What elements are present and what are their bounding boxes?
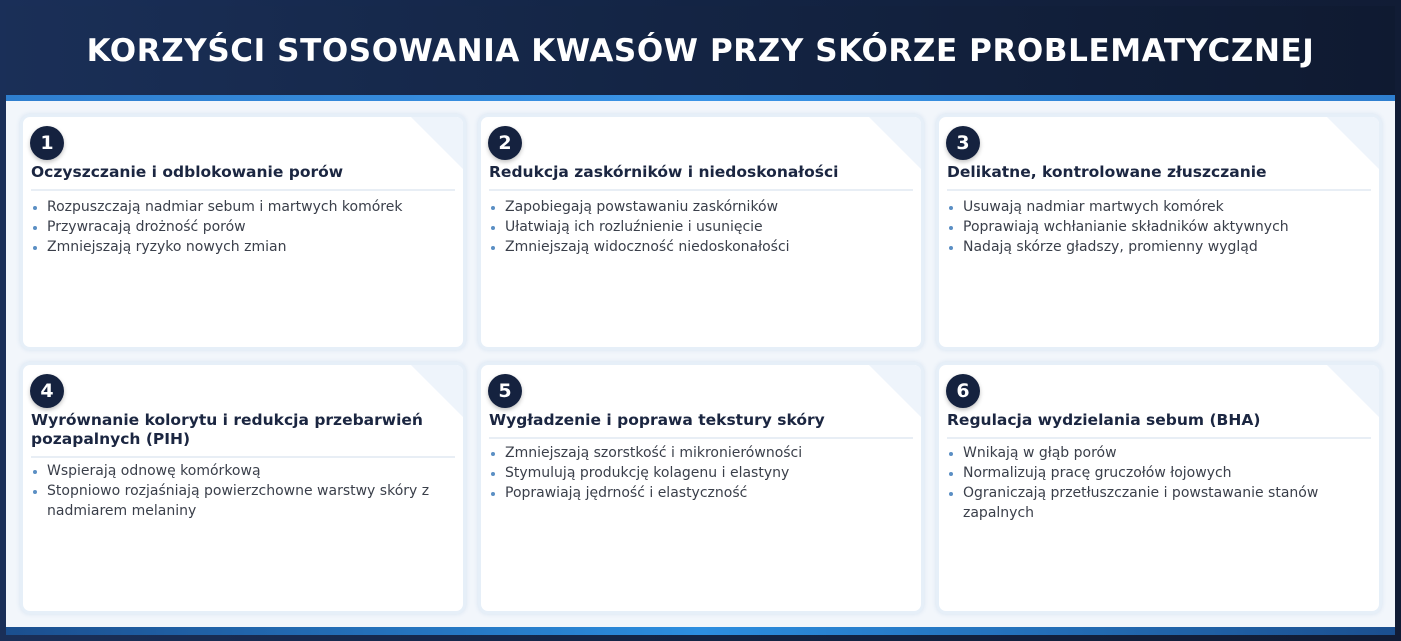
- number-badge: 5: [488, 374, 522, 408]
- benefit-card-3: [936, 114, 1382, 350]
- bullet-item: Zmniejszają ryzyko nowych zmian: [31, 237, 455, 257]
- card-title: Wyrównanie kolorytu i redukcja przebarwień pozapalnych (PIH): [31, 411, 455, 458]
- bullet-item: Stymulują produkcję kolagenu i elastyny: [489, 463, 913, 483]
- bullet-item: Wspierają odnowę komórkową: [31, 461, 455, 481]
- bullet-list: [31, 197, 455, 257]
- bullet-list: [947, 197, 1371, 257]
- bullet-item: Wnikają w głąb porów: [947, 443, 1371, 463]
- benefit-card-5: [478, 362, 924, 614]
- bullet-item: Usuwają nadmiar martwych komórek: [947, 197, 1371, 217]
- bullet-item: Zmniejszają szorstkość i mikronierówności: [489, 443, 913, 463]
- number-badge: 2: [488, 126, 522, 160]
- bullet-item: Poprawiają jędrność i elastyczność: [489, 483, 913, 503]
- page-title: KORZYŚCI STOSOWANIA KWASÓW PRZY SKÓRZE PROBLEMATYCZNEJ: [86, 32, 1315, 69]
- number-badge: 6: [946, 374, 980, 408]
- bullet-item: Przywracają drożność porów: [31, 217, 455, 237]
- bullet-item: Stopniowo rozjaśniają powierzchowne warstwy skóry z nadmiarem melaniny: [31, 481, 455, 521]
- benefit-card-2: [478, 114, 924, 350]
- benefit-card-4: [20, 362, 466, 614]
- bullet-item: Zapobiegają powstawaniu zaskórników: [489, 197, 913, 217]
- bullet-item: Rozpuszczają nadmiar sebum i martwych komórek: [31, 197, 455, 217]
- bullet-item: Poprawiają wchłanianie składników aktywnych: [947, 217, 1371, 237]
- card-title: Oczyszczanie i odblokowanie porów: [31, 163, 455, 191]
- bullet-list: [489, 197, 913, 257]
- bullet-item: Zmniejszają widoczność niedoskonałości: [489, 237, 913, 257]
- bullet-list: [31, 461, 455, 521]
- bullet-list: [947, 443, 1371, 523]
- benefit-card-1: [20, 114, 466, 350]
- header-banner: [6, 6, 1395, 95]
- bullet-list: [489, 443, 913, 503]
- bullet-item: Normalizują pracę gruczołów łojowych: [947, 463, 1371, 483]
- bullet-item: Nadają skórze gładszy, promienny wygląd: [947, 237, 1371, 257]
- card-title: Wygładzenie i poprawa tekstury skóry: [489, 411, 913, 439]
- card-title: Delikatne, kontrolowane złuszczanie: [947, 163, 1371, 191]
- card-title: Regulacja wydzielania sebum (BHA): [947, 411, 1371, 439]
- footer-accent-stripe: [6, 627, 1395, 635]
- number-badge: 1: [30, 126, 64, 160]
- bullet-item: Ograniczają przetłuszczanie i powstawanie stanów zapalnych: [947, 483, 1371, 523]
- number-badge: 3: [946, 126, 980, 160]
- benefit-card-6: [936, 362, 1382, 614]
- bullet-item: Ułatwiają ich rozluźnienie i usunięcie: [489, 217, 913, 237]
- number-badge: 4: [30, 374, 64, 408]
- card-title: Redukcja zaskórników i niedoskonałości: [489, 163, 913, 191]
